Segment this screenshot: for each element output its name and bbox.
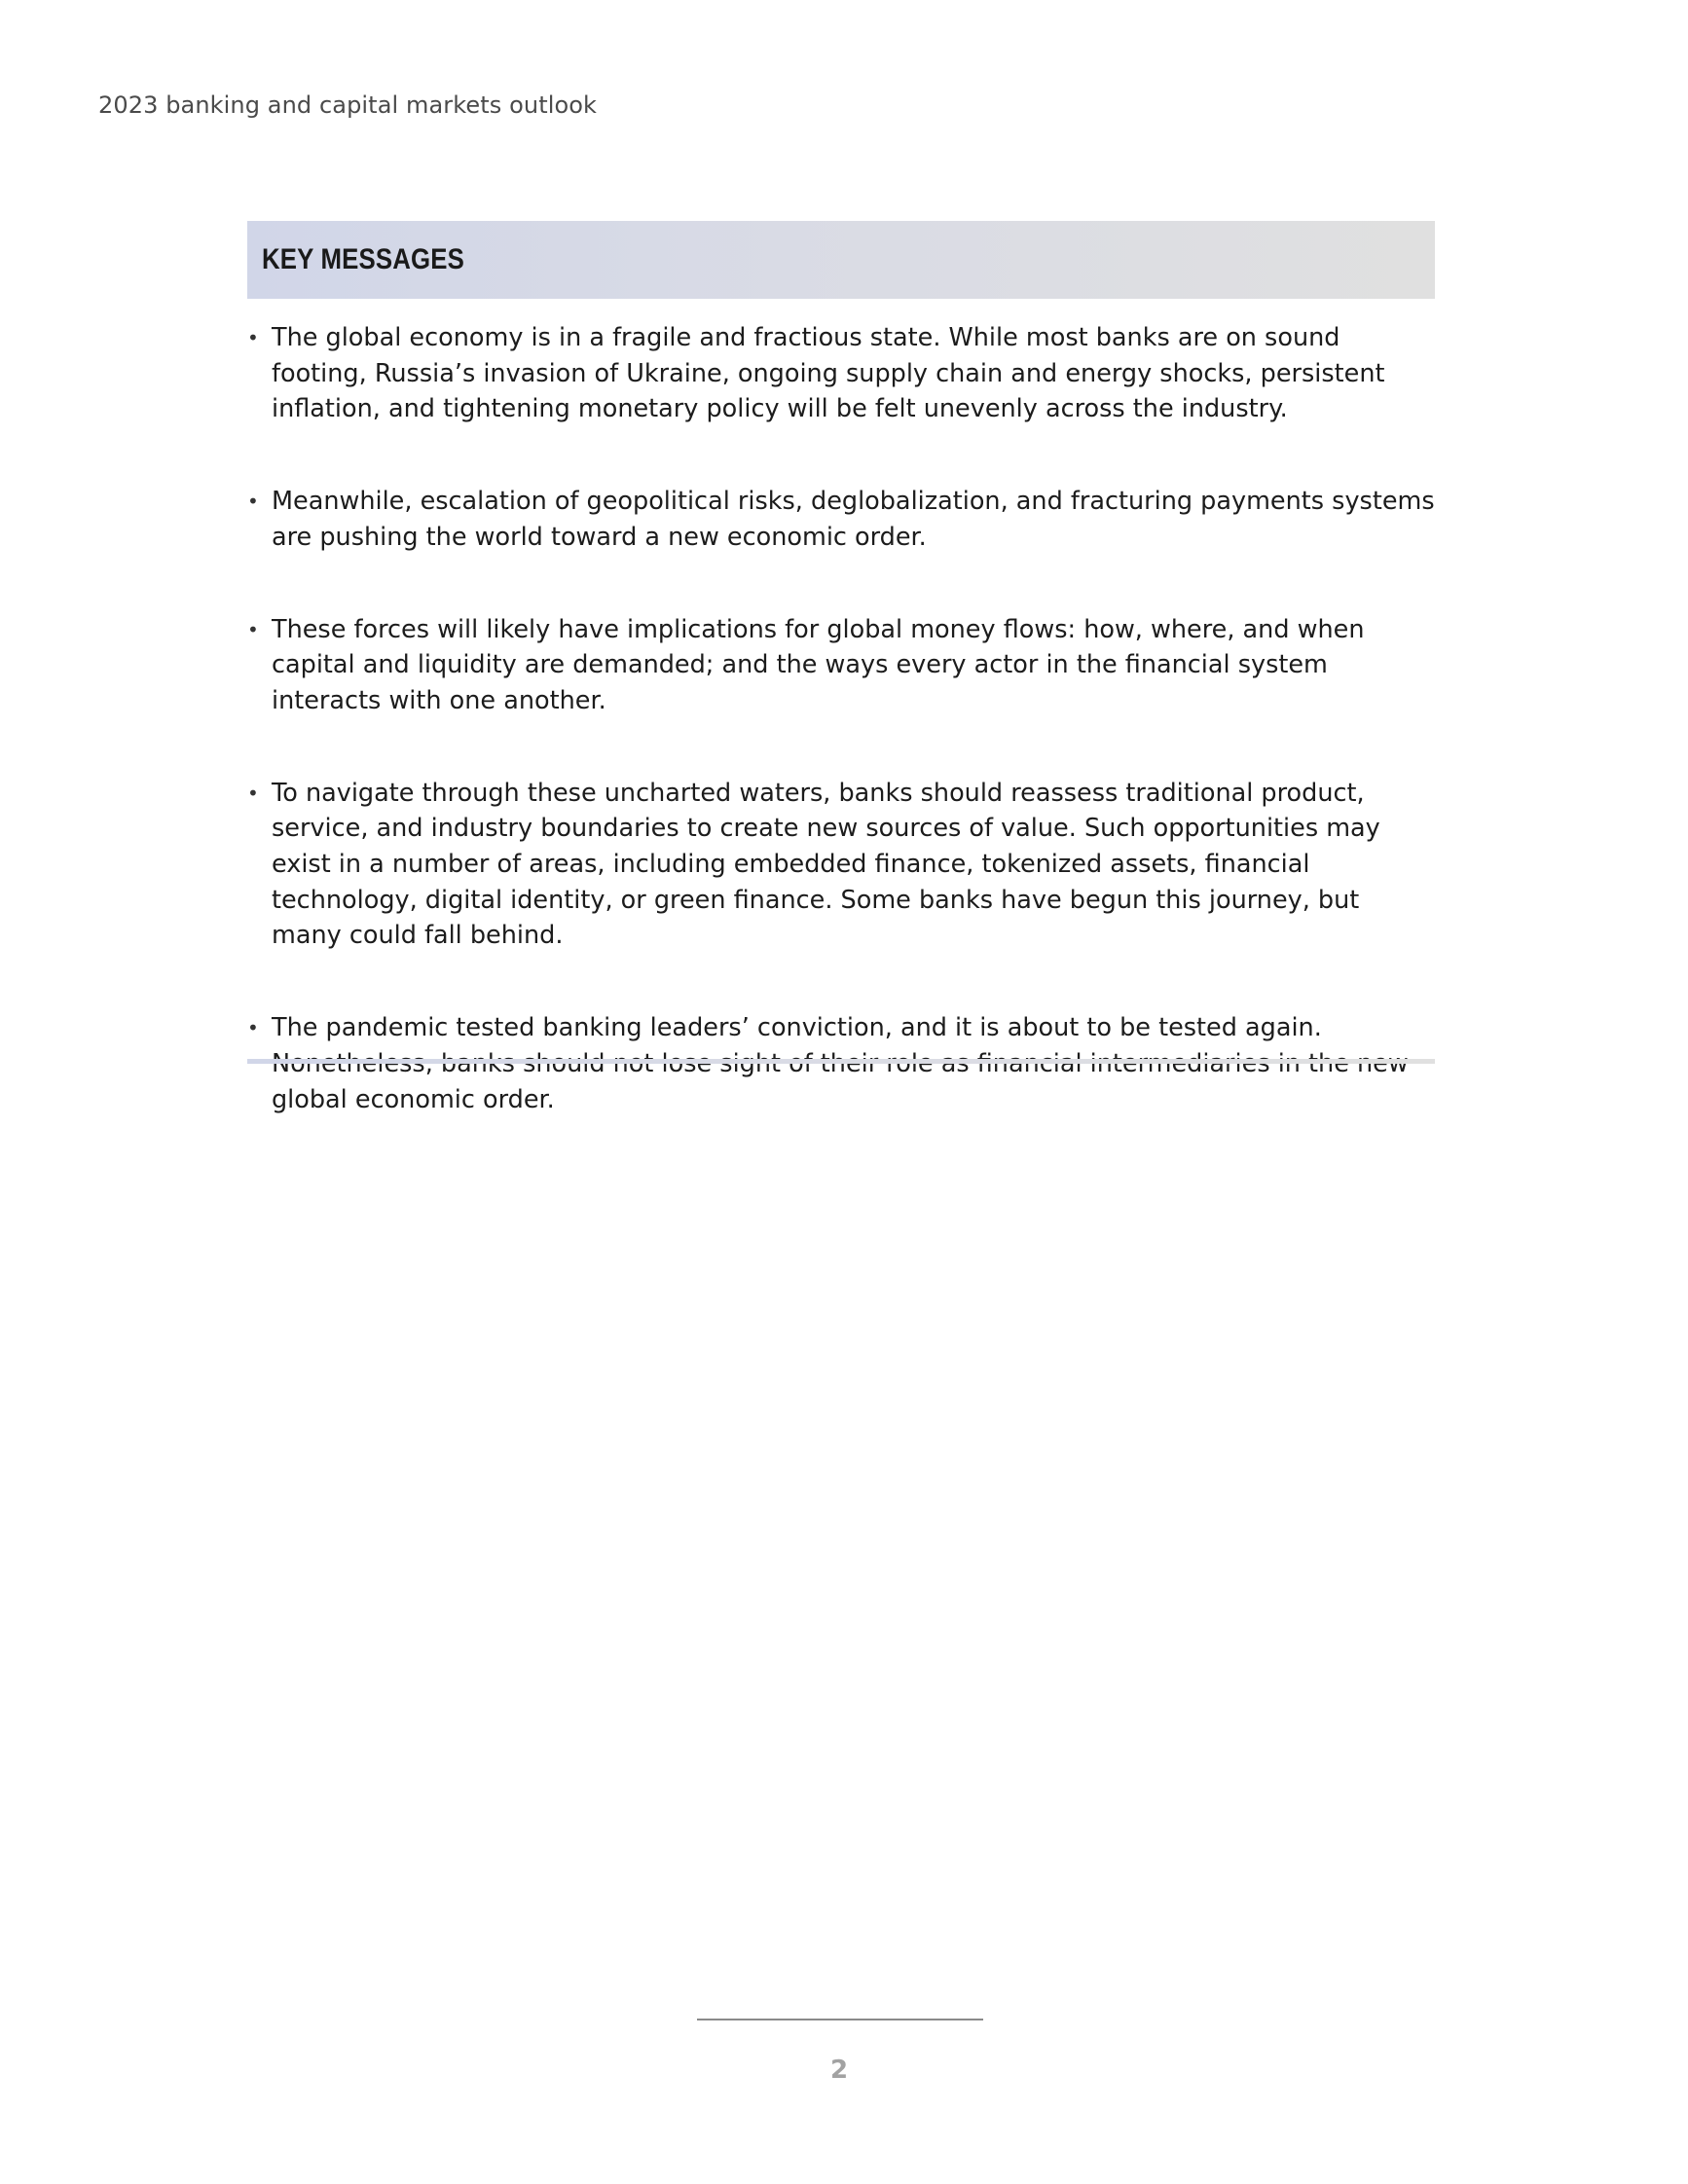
key-message-item xyxy=(247,776,1435,955)
key-message-text: The pandemic tested banking leaders’ conviction, and it is about to be tested again. global economic order. xyxy=(272,1013,1322,1114)
key-messages-bottom-rule xyxy=(247,1059,1435,1064)
key-messages-box xyxy=(247,221,1435,1117)
page-number: 2 xyxy=(829,2056,849,2085)
key-messages-title-bar xyxy=(247,221,1435,299)
running-header-title: 2023 banking and capital markets outlook xyxy=(98,91,598,119)
bullet-icon: • xyxy=(247,781,259,805)
key-message-text: Meanwhile, escalation of geopolitical risks, deglobalization, and fracturing payments systems are pushing the world toward a new economic order. xyxy=(272,487,1435,552)
key-messages-list xyxy=(247,320,1435,1117)
bullet-icon: • xyxy=(247,617,259,641)
bullet-icon: • xyxy=(247,326,259,349)
key-messages-title: KEY MESSAGES xyxy=(262,243,465,275)
key-message-text: The global economy is in a fragile and fractious state. While most banks are on sound footing, Russia’s invasion of Ukraine, ongoing supply chain and energy shocks, persistent inflation, and tightening monetary policy will be felt unevenly across the industry. xyxy=(272,323,1385,424)
bullet-icon: • xyxy=(247,490,259,514)
key-message-item xyxy=(247,484,1435,555)
key-message-text: To navigate through these uncharted waters, banks should reassess traditional product, service, and industry boundaries to create new sources of value. Such opportunities may exist in a number of areas, including embedded finance, tokenized assets, financial technology, digital identity, or green finance. Some banks have begun this journey, but many could fall behind. xyxy=(272,778,1380,951)
bullet-icon: • xyxy=(247,1016,259,1040)
key-message-item xyxy=(247,612,1435,719)
key-message-item xyxy=(247,320,1435,427)
key-message-item xyxy=(247,1010,1435,1117)
key-message-text: These forces will likely have implications for global money flows: how, where, and when capital and liquidity are demanded; and the ways every actor in the financial system interacts with one another. xyxy=(272,614,1365,715)
footer-divider xyxy=(697,2019,983,2020)
